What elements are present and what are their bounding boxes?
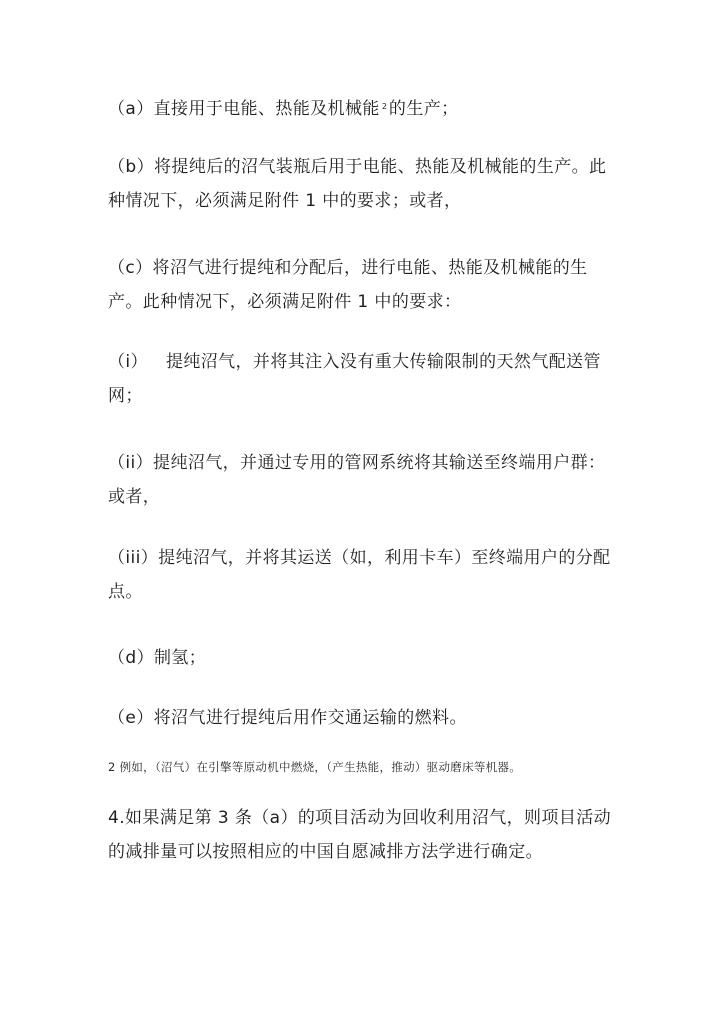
paragraph-e: （e）将沼气进行提纯后用作交通运输的燃料。 xyxy=(108,708,467,728)
paragraph-c: （c）将沼气进行提纯和分配后，进行电能、热能及机械能的生产。此种情况下，必须满足附件 1 中的要求： xyxy=(108,258,588,312)
paragraph-i-text: 提纯沼气，并将其注入没有重大传输限制的天然气配送管网； xyxy=(108,352,601,406)
footnote-ref-2: 2 xyxy=(381,102,387,111)
paragraph-b: （b）将提纯后的沼气装瓶后用于电能、热能及机械能的生产。此种情况下，必须满足附件 1 中的要求；或者， xyxy=(108,157,607,211)
paragraph-4: 4.如果满足第 3 条（a）的项目活动为回收利用沼气，则项目活动的减排量可以按照相应的中国自愿减排方法学进行确定。 xyxy=(108,808,612,862)
paragraph-a xyxy=(108,90,620,126)
paragraph-iii: （iii）提纯沼气，并将其运送（如，利用卡车）至终端用户的分配点。 xyxy=(108,548,611,602)
paragraph-a-text-end: 的生产； xyxy=(388,99,459,119)
footnote-2: 2 例如，（沼气）在引擎等原动机中燃烧，（产生热能，推动）驱动磨床等机器。 xyxy=(108,760,522,774)
paragraph-i xyxy=(108,345,620,413)
paragraph-i-label: （i） xyxy=(108,352,148,372)
paragraph-d: （d）制氢； xyxy=(108,648,207,668)
paragraph-a-text: （a）直接用于电能、热能及机械能 xyxy=(108,99,380,119)
paragraph-ii: （ii）提纯沼气，并通过专用的管网系统将其输送至终端用户群：或者， xyxy=(108,453,606,507)
